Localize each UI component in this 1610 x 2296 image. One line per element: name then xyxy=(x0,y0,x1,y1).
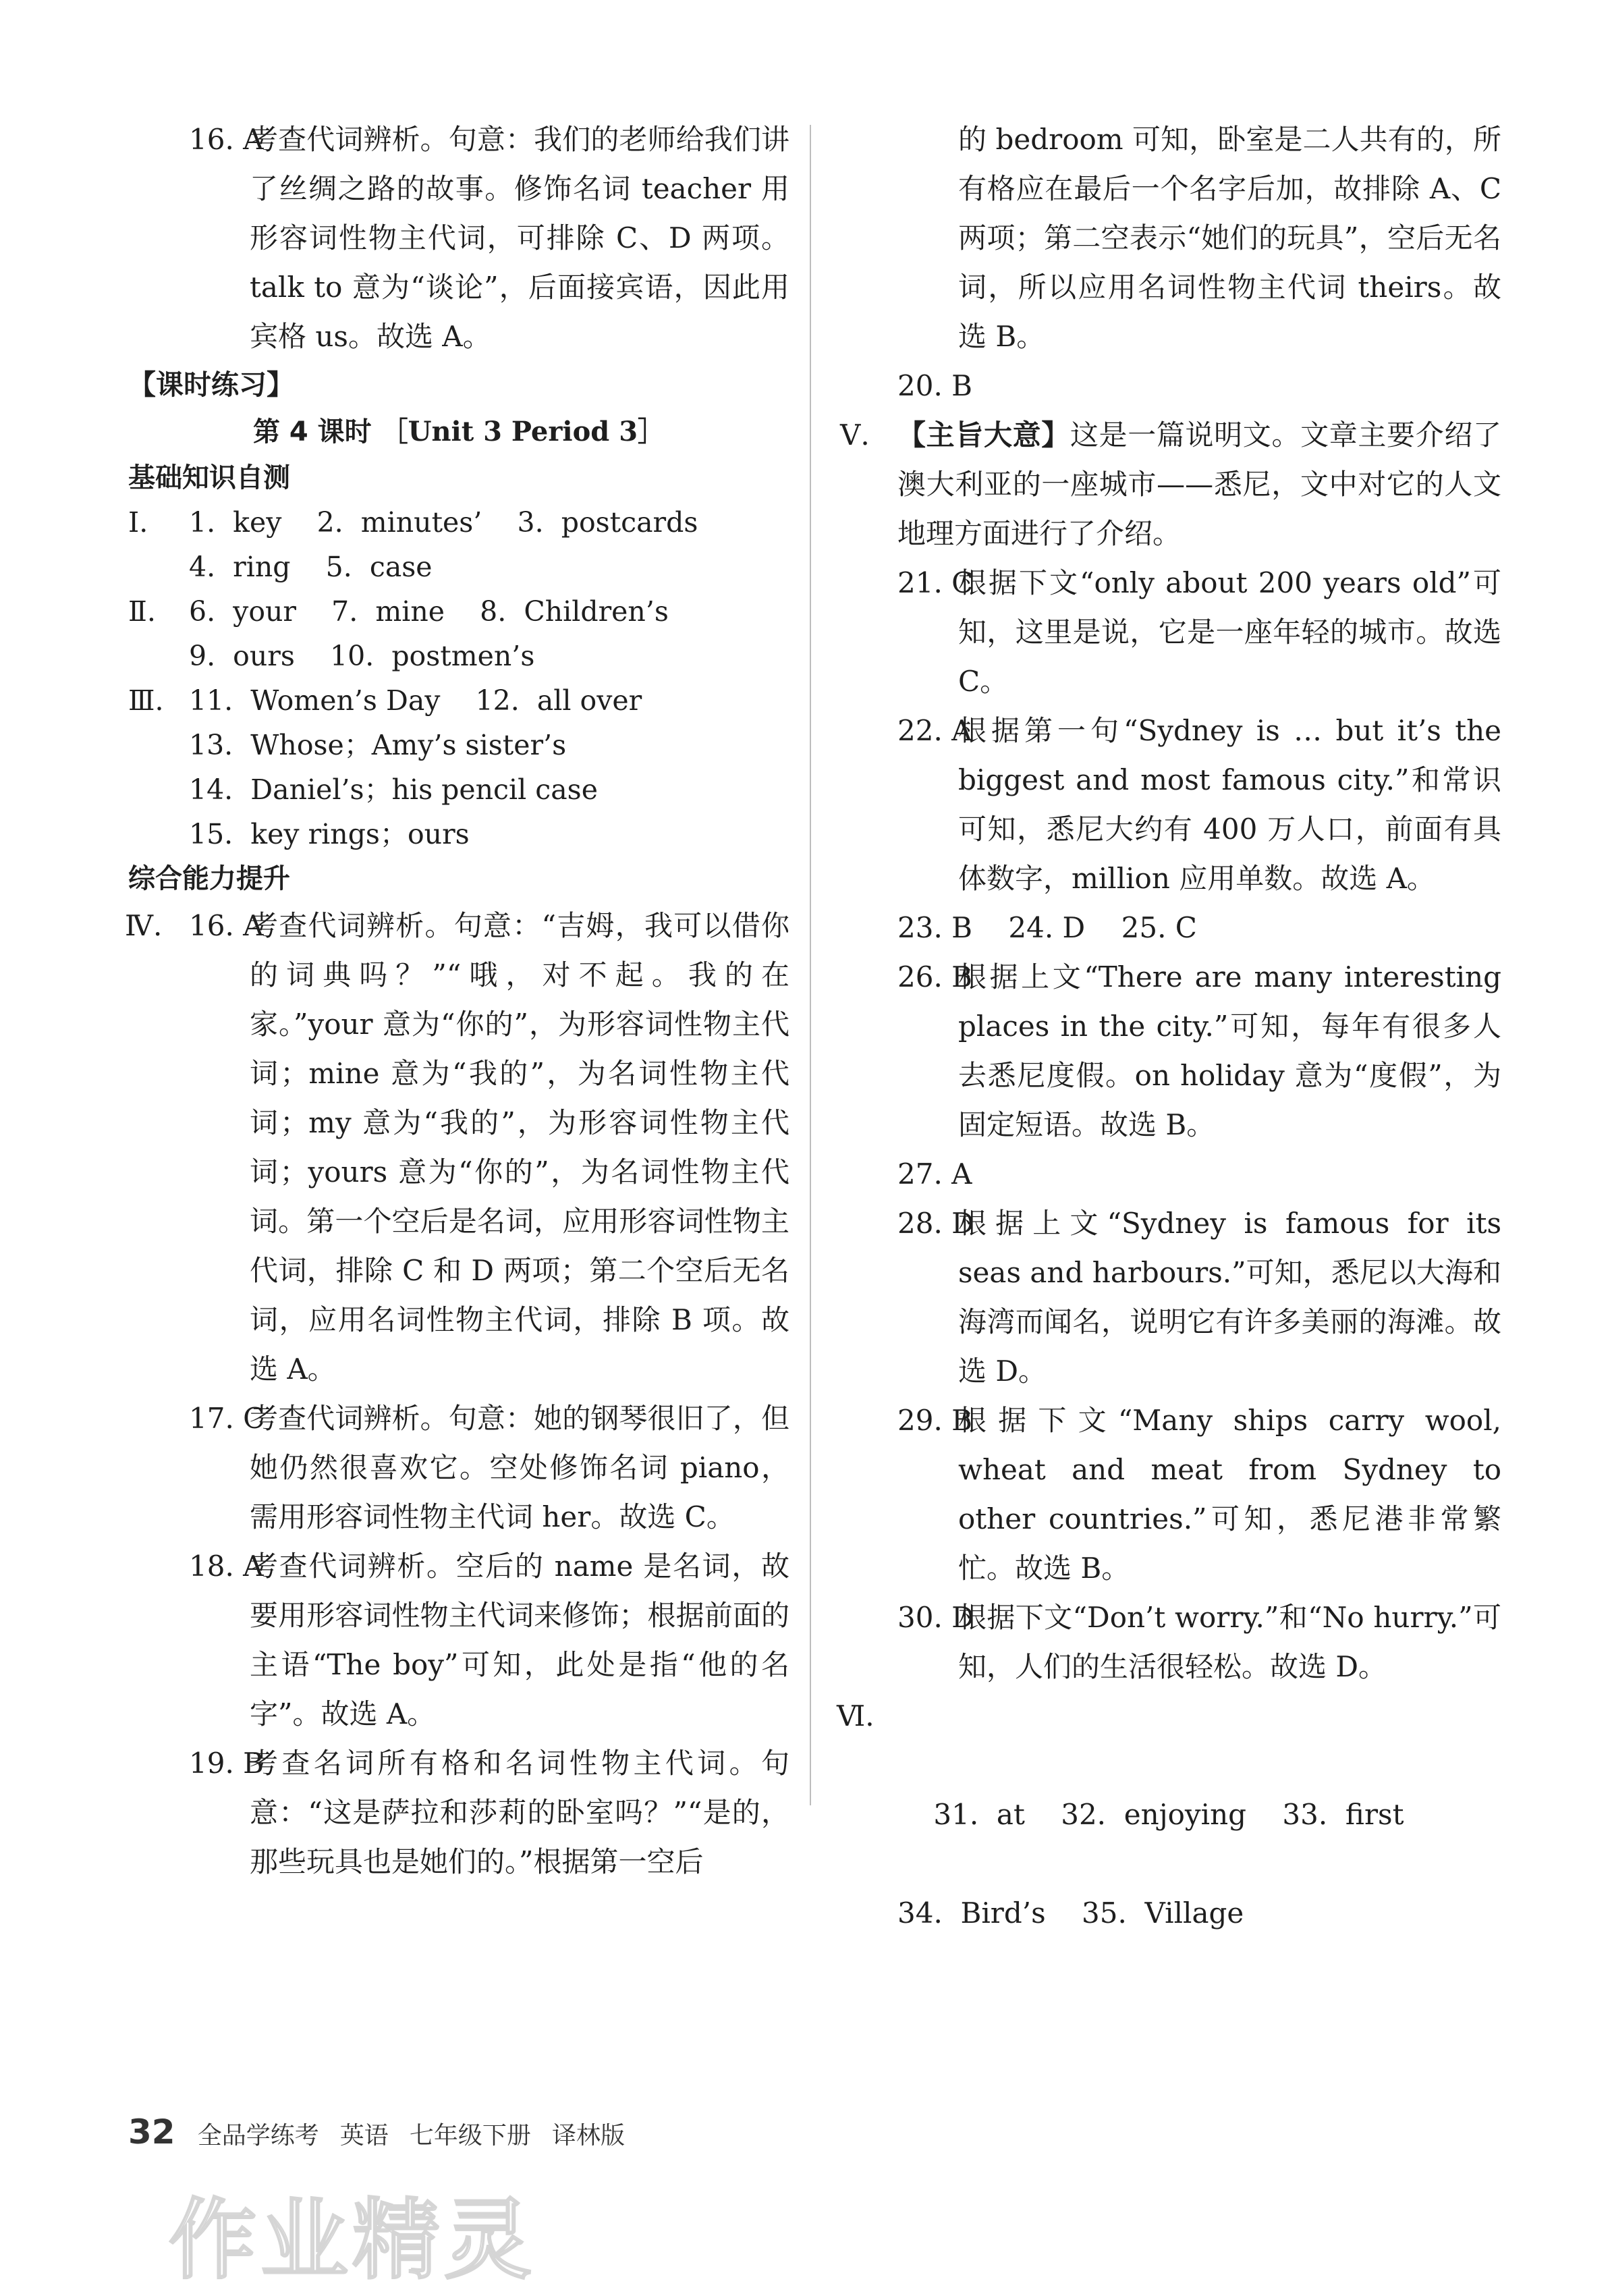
column-divider xyxy=(810,125,811,1805)
book-grade: 七年级下册 xyxy=(409,2122,531,2150)
answer-text: 9. ours 10. postmen’s xyxy=(189,640,535,672)
roman-label: Ⅵ. xyxy=(837,1699,875,1732)
roman-label: Ⅴ. xyxy=(840,418,870,452)
passage-summary xyxy=(840,410,1501,558)
subheading-basic: 基础知识自测 xyxy=(128,462,290,493)
answer-16-prev xyxy=(128,115,789,361)
answer-30 xyxy=(840,1593,1501,1691)
answer-26 xyxy=(840,952,1501,1149)
answer-text: 4. ring 5. case xyxy=(189,551,433,583)
basic-answer-line xyxy=(128,767,789,812)
answer-18 xyxy=(128,1541,789,1739)
section-heading-practice: 【课时练习】 xyxy=(128,368,294,401)
answer-text: 考查代词辨析。句意：她的钢琴很旧了，但她仍然很喜欢它。空处修饰名词 piano，需用形容词性物主代词 her。故选 C。 xyxy=(250,1402,789,1533)
roman-label: Ⅱ. xyxy=(128,595,156,628)
basic-answer-line xyxy=(128,634,789,678)
answer-text: 31. at 32. enjoying 33. first xyxy=(933,1798,1404,1831)
answer-27: 27. A xyxy=(897,1157,972,1191)
answer-text: 根据第一句“Sydney is … but it’s the biggest and most famous city.”和常识可知，悉尼大约有 400 万人口，前面有具体数字，million 应用单数。故选 A。 xyxy=(958,714,1501,895)
answer-text: 的 bedroom 可知，卧室是二人共有的，所有格应在最后一个名字后加，故排除 A、C 两项；第二空表示“她们的玩具”，空后无名词，所以应用名词性物主代词 theirs。故选 B。 xyxy=(958,123,1501,353)
answer-text: 15. key rings；ours xyxy=(189,818,470,850)
answer-label: 17. C xyxy=(189,1402,265,1435)
book-edition: 译林版 xyxy=(552,2122,626,2150)
answer-text: 1. key 2. minutes’ 3. postcards xyxy=(189,506,698,539)
answer-19 xyxy=(128,1739,789,1886)
basic-answer-line xyxy=(128,545,789,589)
lesson-number: 第 4 课时 xyxy=(252,416,372,447)
answers-31-33 xyxy=(837,1691,1501,1888)
basic-answer-line xyxy=(128,812,789,856)
lesson-title xyxy=(128,408,789,456)
answer-28 xyxy=(840,1199,1501,1396)
answer-label: 18. A xyxy=(189,1550,264,1583)
summary-text: 这是一篇说明文。文章主要介绍了澳大利亚的一座城市——悉尼，文中对它的人文地理方面进行了介绍。 xyxy=(897,418,1501,550)
book-series: 全品学练考 xyxy=(197,2122,319,2150)
summary-tag: 【主旨大意】 xyxy=(897,418,1070,452)
answer-text: 根据下文“Many ships carry wool, wheat and meat from Sydney to other countries.”可知，悉尼港非常繁忙。故选 B。 xyxy=(958,1404,1501,1585)
basic-answer-line xyxy=(128,589,789,634)
answer-label: 28. D xyxy=(897,1207,974,1240)
answer-text: 考查代词辨析。空后的 name 是名词，故要用形容词性物主代词来修饰；根据前面的主语“The boy”可知，此处是指“他的名字”。故选 A。 xyxy=(250,1550,789,1730)
right-column xyxy=(837,115,1501,1938)
answer-text: 考查代词辨析。句意：我们的老师给我们讲了丝绸之路的故事。修饰名词 teacher 用形容词性物主代词，可排除 C、D 两项。talk to 意为“谈论”，后面接宾语，因此用宾格 us。故选 A。 xyxy=(250,123,789,353)
answer-text: 11. Women’s Day 12. all over xyxy=(189,684,642,717)
lesson-unit: ［Unit 3 Period 3］ xyxy=(381,416,665,447)
basic-answer-line xyxy=(128,500,789,545)
subheading-ability: 综合能力提升 xyxy=(128,863,290,894)
answer-text: 考查名词所有格和名词性物主代词。句意：“这是萨拉和莎莉的卧室吗？”“是的，那些玩具也是她们的。”根据第一空后 xyxy=(250,1747,789,1878)
basic-answer-line xyxy=(128,723,789,767)
answer-label: 19. B xyxy=(189,1747,265,1780)
answer-17 xyxy=(128,1394,789,1541)
roman-label: Ⅲ. xyxy=(128,684,164,717)
answers-23-25: 23. B 24. D 25. C xyxy=(897,911,1197,944)
answer-label: 22. A xyxy=(897,714,972,747)
answer-text: 根据上文“Sydney is famous for its seas and harbours.”可知，悉尼以大海和海湾而闻名，说明它有许多美丽的海滩。故选 D。 xyxy=(958,1207,1501,1388)
answer-16 xyxy=(125,901,789,1394)
page-number: 32 xyxy=(128,2112,175,2152)
answer-text: 6. your 7. mine 8. Children’s xyxy=(189,595,669,628)
answer-label: 26. B xyxy=(897,960,973,993)
answer-22 xyxy=(840,706,1501,903)
roman-label: Ⅰ. xyxy=(128,506,148,539)
answer-label: 30. D xyxy=(897,1601,974,1634)
answer-20: 20. B xyxy=(897,369,973,402)
answer-29 xyxy=(840,1396,1501,1593)
answer-21 xyxy=(840,558,1501,706)
answer-label: 29. B xyxy=(897,1404,973,1437)
answers-34-35: 34. Bird’s 35. Village xyxy=(897,1896,1244,1930)
basic-answer-line xyxy=(128,678,789,723)
answer-text: 根据下文“Don’t worry.”和“No hurry.”可知，人们的生活很轻松。故选 D。 xyxy=(958,1601,1501,1683)
answer-text: 根据下文“only about 200 years old”可知，这里是说，它是一座年轻的城市。故选 C。 xyxy=(958,566,1501,698)
watermark: 作业精灵 xyxy=(169,2189,536,2291)
answer-text: 14. Daniel’s；his pencil case xyxy=(189,773,598,806)
basic-answers xyxy=(128,500,789,856)
answer-text: 考查代词辨析。句意：“吉姆，我可以借你的词典吗？”“哦，对不起。我的在家。”your 意为“你的”，为形容词性物主代词；mine 意为“我的”，为名词性物主代词；my 意为“我的”，为形容词性物主代词；yours 意为“你的”，为名词性物主代词。第一个空后是名词，应用形容词性物主代词，排除 C 和 D 两项；第二个空后无名词，应用名词性物主代词，排除 B 项。故选 A。 xyxy=(250,909,789,1386)
answer-label: 16. A xyxy=(189,123,264,156)
page-footer xyxy=(128,2112,642,2152)
answer-text: 根据上文“There are many interesting places in the city.”可知，每年有很多人去悉尼度假。on holiday 意为“度假”，为固定短语。故选 B。 xyxy=(958,960,1501,1141)
answer-text: 13. Whose；Amy’s sister’s xyxy=(189,729,567,761)
roman-label: Ⅳ. xyxy=(125,909,163,942)
answer-19-continued xyxy=(840,115,1501,361)
left-column xyxy=(125,115,789,1886)
book-subject: 英语 xyxy=(339,2122,389,2150)
answer-label: 16. A xyxy=(189,909,264,942)
answer-label: 21. C xyxy=(897,566,974,599)
